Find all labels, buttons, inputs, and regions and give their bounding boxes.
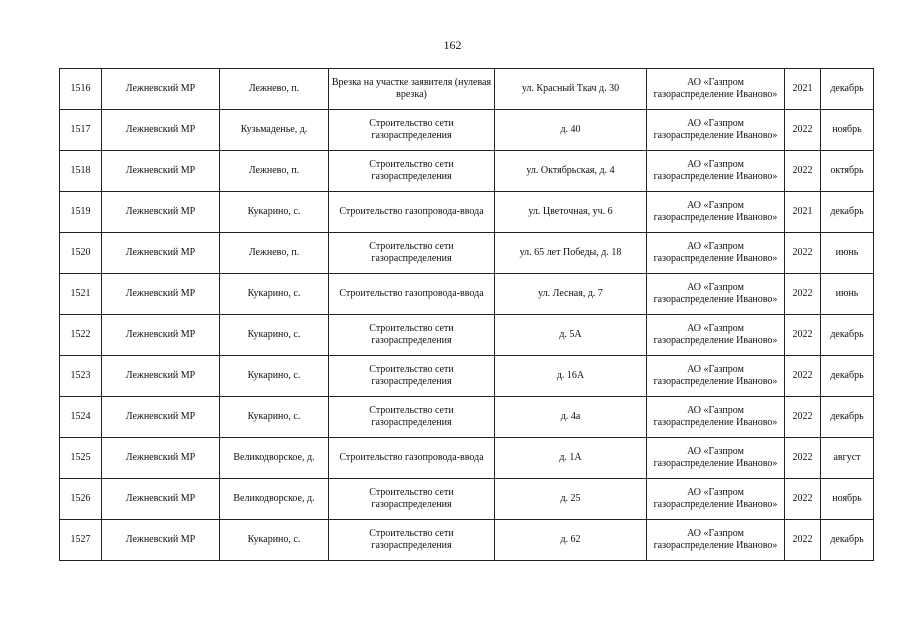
table-row <box>60 356 874 397</box>
district-cell: Лежневский МР <box>102 438 220 479</box>
address-cell: д. 62 <box>495 520 647 561</box>
year-cell: 2022 <box>785 315 821 356</box>
organization-cell: АО «Газпром газораспределение Иваново» <box>647 356 785 397</box>
address-cell: ул. Лесная, д. 7 <box>495 274 647 315</box>
year-cell: 2022 <box>785 356 821 397</box>
table-row <box>60 233 874 274</box>
row-number-cell: 1517 <box>60 110 102 151</box>
table-row <box>60 479 874 520</box>
month-cell: декабрь <box>821 356 874 397</box>
month-cell: декабрь <box>821 69 874 110</box>
locality-cell: Кукарино, с. <box>220 397 329 438</box>
organization-cell: АО «Газпром газораспределение Иваново» <box>647 479 785 520</box>
table-row <box>60 69 874 110</box>
organization-cell: АО «Газпром газораспределение Иваново» <box>647 274 785 315</box>
work-type-cell: Строительство сети газораспределения <box>329 397 495 438</box>
month-cell: ноябрь <box>821 110 874 151</box>
address-cell: д. 25 <box>495 479 647 520</box>
registry-table <box>59 68 874 561</box>
locality-cell: Кукарино, с. <box>220 274 329 315</box>
row-number-cell: 1524 <box>60 397 102 438</box>
year-cell: 2022 <box>785 151 821 192</box>
month-cell: декабрь <box>821 315 874 356</box>
organization-cell: АО «Газпром газораспределение Иваново» <box>647 520 785 561</box>
locality-cell: Кукарино, с. <box>220 315 329 356</box>
address-cell: д. 16А <box>495 356 647 397</box>
address-cell: д. 1А <box>495 438 647 479</box>
district-cell: Лежневский МР <box>102 192 220 233</box>
table-body <box>60 69 874 561</box>
row-number-cell: 1520 <box>60 233 102 274</box>
district-cell: Лежневский МР <box>102 315 220 356</box>
address-cell: д. 40 <box>495 110 647 151</box>
row-number-cell: 1522 <box>60 315 102 356</box>
organization-cell: АО «Газпром газораспределение Иваново» <box>647 69 785 110</box>
organization-cell: АО «Газпром газораспределение Иваново» <box>647 151 785 192</box>
month-cell: июнь <box>821 233 874 274</box>
locality-cell: Кукарино, с. <box>220 520 329 561</box>
table-row <box>60 192 874 233</box>
organization-cell: АО «Газпром газораспределение Иваново» <box>647 315 785 356</box>
row-number-cell: 1525 <box>60 438 102 479</box>
table-row <box>60 438 874 479</box>
locality-cell: Великодворское, д. <box>220 438 329 479</box>
district-cell: Лежневский МР <box>102 520 220 561</box>
month-cell: август <box>821 438 874 479</box>
row-number-cell: 1527 <box>60 520 102 561</box>
month-cell: ноябрь <box>821 479 874 520</box>
district-cell: Лежневский МР <box>102 69 220 110</box>
district-cell: Лежневский МР <box>102 110 220 151</box>
month-cell: декабрь <box>821 520 874 561</box>
table-row <box>60 151 874 192</box>
year-cell: 2022 <box>785 274 821 315</box>
month-cell: декабрь <box>821 397 874 438</box>
organization-cell: АО «Газпром газораспределение Иваново» <box>647 397 785 438</box>
locality-cell: Кукарино, с. <box>220 356 329 397</box>
work-type-cell: Строительство газопровода-ввода <box>329 274 495 315</box>
organization-cell: АО «Газпром газораспределение Иваново» <box>647 438 785 479</box>
locality-cell: Великодворское, д. <box>220 479 329 520</box>
district-cell: Лежневский МР <box>102 274 220 315</box>
work-type-cell: Строительство сети газораспределения <box>329 356 495 397</box>
work-type-cell: Строительство сети газораспределения <box>329 233 495 274</box>
year-cell: 2022 <box>785 438 821 479</box>
address-cell: д. 5А <box>495 315 647 356</box>
district-cell: Лежневский МР <box>102 479 220 520</box>
locality-cell: Лежнево, п. <box>220 233 329 274</box>
year-cell: 2022 <box>785 520 821 561</box>
year-cell: 2022 <box>785 479 821 520</box>
locality-cell: Кузьмаденье, д. <box>220 110 329 151</box>
address-cell: ул. Октябрьская, д. 4 <box>495 151 647 192</box>
organization-cell: АО «Газпром газораспределение Иваново» <box>647 110 785 151</box>
district-cell: Лежневский МР <box>102 151 220 192</box>
year-cell: 2021 <box>785 69 821 110</box>
row-number-cell: 1519 <box>60 192 102 233</box>
address-cell: ул. 65 лет Победы, д. 18 <box>495 233 647 274</box>
month-cell: октябрь <box>821 151 874 192</box>
table-row <box>60 315 874 356</box>
address-cell: д. 4а <box>495 397 647 438</box>
work-type-cell: Строительство сети газораспределения <box>329 520 495 561</box>
work-type-cell: Строительство сети газораспределения <box>329 110 495 151</box>
work-type-cell: Врезка на участке заявителя (нулевая врезка) <box>329 69 495 110</box>
page-number: 162 <box>443 38 462 52</box>
district-cell: Лежневский МР <box>102 397 220 438</box>
row-number-cell: 1516 <box>60 69 102 110</box>
work-type-cell: Строительство сети газораспределения <box>329 479 495 520</box>
organization-cell: АО «Газпром газораспределение Иваново» <box>647 192 785 233</box>
work-type-cell: Строительство сети газораспределения <box>329 151 495 192</box>
row-number-cell: 1521 <box>60 274 102 315</box>
locality-cell: Лежнево, п. <box>220 69 329 110</box>
row-number-cell: 1526 <box>60 479 102 520</box>
district-cell: Лежневский МР <box>102 233 220 274</box>
year-cell: 2022 <box>785 110 821 151</box>
work-type-cell: Строительство сети газораспределения <box>329 315 495 356</box>
district-cell: Лежневский МР <box>102 356 220 397</box>
address-cell: ул. Красный Ткач д. 30 <box>495 69 647 110</box>
year-cell: 2022 <box>785 397 821 438</box>
address-cell: ул. Цветочная, уч. 6 <box>495 192 647 233</box>
organization-cell: АО «Газпром газораспределение Иваново» <box>647 233 785 274</box>
year-cell: 2021 <box>785 192 821 233</box>
table-row <box>60 520 874 561</box>
row-number-cell: 1523 <box>60 356 102 397</box>
table-row <box>60 274 874 315</box>
month-cell: декабрь <box>821 192 874 233</box>
locality-cell: Кукарино, с. <box>220 192 329 233</box>
table-row <box>60 110 874 151</box>
work-type-cell: Строительство газопровода-ввода <box>329 192 495 233</box>
locality-cell: Лежнево, п. <box>220 151 329 192</box>
work-type-cell: Строительство газопровода-ввода <box>329 438 495 479</box>
row-number-cell: 1518 <box>60 151 102 192</box>
month-cell: июнь <box>821 274 874 315</box>
table-row <box>60 397 874 438</box>
year-cell: 2022 <box>785 233 821 274</box>
